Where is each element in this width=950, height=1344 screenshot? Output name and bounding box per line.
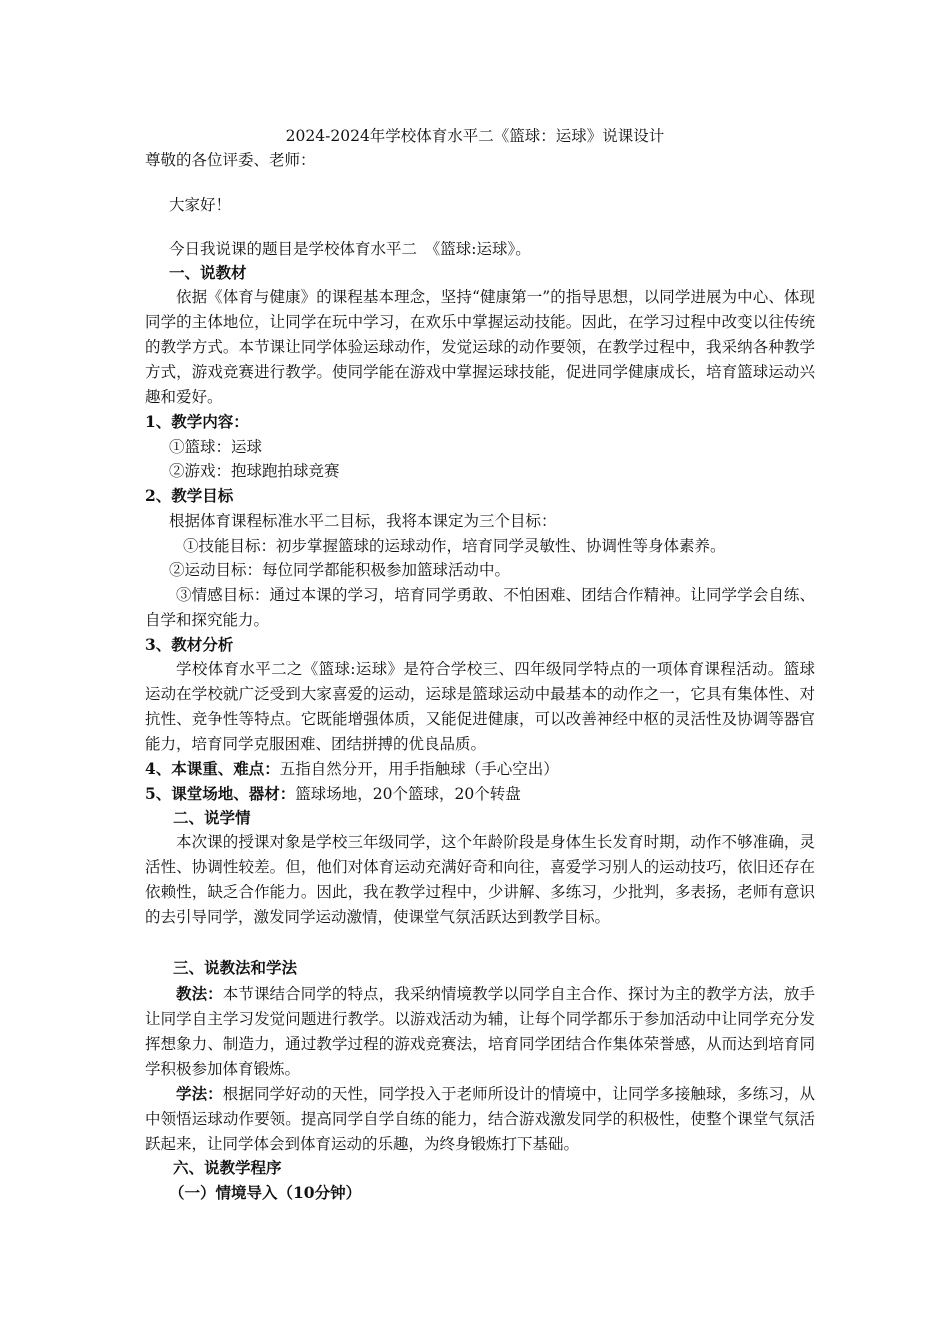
goal-skill: ①技能目标：初步掌握篮球的运球动作，培育同学灵敏性、协调性等身体素养。 (183, 537, 726, 555)
goal-sport: ②运动目标：每位同学都能积极参加篮球活动中。 (169, 561, 511, 579)
section-1-heading: 一、说教材 (169, 263, 247, 282)
learning-method-label: 学法： (176, 1084, 223, 1103)
item-2-heading: 2、教学目标 (145, 486, 234, 505)
greeting: 尊敬的各位评委、老师： (145, 151, 316, 169)
key-points (145, 757, 815, 781)
venue-label: 5、课堂场地、器材： (145, 784, 296, 803)
material-analysis: 学校体育水平二之《篮球:运球》是符合学校三、四年级同学特点的一项体育课程活动。篮球运动在学校就广泛受到大家喜爱的运动，运球是篮球运动中最基本的动作之一，它具有集体性、对抗性、竞争性等特点。它既能增强体质，又能促进健康，可以改善神经中枢的灵活性及协调等器官能力，培育同学克服困难、团结拼搏的优良品质。 (145, 660, 815, 753)
teaching-method-text: 本节课结合同学的特点，我采纳情境教学以同学自主合作、探讨为主的教学方法，放手让同学自主学习发觉问题进行教学。以游戏活动为辅，让每个同学都乐于参加活动中让同学充分发挥想象力、制造力，通过教学过程的游戏竞赛法，培育同学团结合作集体荣誉感，从而达到培育同学积极参加体育锻炼。 (145, 985, 815, 1078)
document-title: 2024-2024年学校体育水平二《篮球：运球》说课设计 (285, 127, 665, 145)
item-1-heading: 1、教学内容： (145, 412, 249, 431)
section-1-paragraph: 依据《体育与健康》的课程基本理念，坚持“健康第一”的指导思想，以同学进展为中心、体现同学的主体地位，让同学在玩中学习，在欢乐中掌握运动技能。因此，在学习过程中改变以往传统的教学方式。本节课让同学体验运球动作，发觉运球的动作要领，在教学过程中，我采纳各种教学方式，游戏竞赛进行教学。使同学能在游戏中掌握运球技能，促进同学健康成长，培育篮球运动兴趣和爱好。 (145, 288, 815, 406)
hello: 大家好！ (169, 196, 232, 214)
section-6-heading: 六、说教学程序 (173, 1158, 282, 1177)
teaching-method-label: 教法： (176, 984, 223, 1003)
venue-text: 篮球场地，20个篮球，20个转盘 (295, 785, 521, 803)
section-6-sub-heading: （一）情境导入（10分钟） (169, 1183, 362, 1202)
section-3-heading: 三、说教法和学法 (173, 958, 298, 977)
item-3-heading: 3、教材分析 (145, 635, 234, 654)
key-points-text: 五指自然分开，用手指触球（手心空出） (279, 760, 559, 778)
teaching-method (145, 981, 815, 1082)
venue-equipment (145, 782, 815, 806)
section-2-paragraph: 本次课的授课对象是学校三年级同学，这个年龄阶段是身体生长发育时期，动作不够准确，灵活性、协调性较差。但，他们对体育运动充满好奇和向往，喜爱学习别人的运动技巧，依旧还存在依赖性，缺乏合作能力。因此，我在教学过程中，少讲解、多练习，少批判，多表扬，老师有意识的去引导同学，激发同学运动激情，使课堂气氛活跃达到教学目标。 (145, 833, 815, 926)
goal-emotion: ③情感目标：通过本课的学习，培育同学勇敢、不怕困难、团结合作精神。让同学学会自练、自学和探究能力。 (145, 586, 815, 629)
goals-lead: 根据体育课程标准水平二目标，我将本课定为三个目标： (169, 512, 557, 530)
content-item-1: ①篮球：运球 (169, 438, 263, 456)
section-2-heading: 二、说学情 (173, 808, 251, 827)
key-points-label: 4、本课重、难点： (145, 759, 280, 778)
learning-method-text: 根据同学好动的天性，同学投入于老师所设计的情境中，让同学多接触球，多练习，从中领悟运球动作要领。提高同学自学自练的能力，结合游戏激发同学的积极性，使整个课堂气氛活跃起来，让同学体会到体育运动的乐趣，为终身锻炼打下基础。 (145, 1085, 815, 1153)
intro: 今日我说课的题目是学校体育水平二 《篮球:运球》。 (169, 240, 531, 258)
learning-method (145, 1081, 815, 1157)
content-item-2: ②游戏：抱球跑拍球竞赛 (169, 462, 340, 480)
